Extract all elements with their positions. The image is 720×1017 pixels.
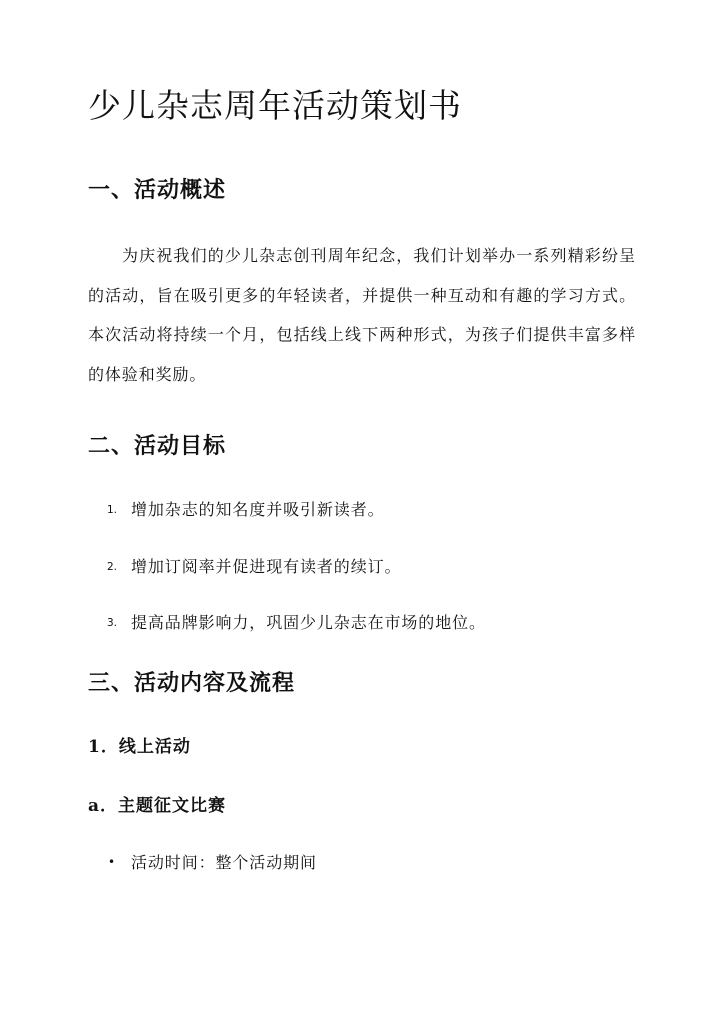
bullet-text: 活动时间：整个活动期间 bbox=[131, 853, 317, 872]
list-item-number: 1. bbox=[107, 504, 118, 516]
section-heading-overview: 一、活动概述 bbox=[88, 177, 227, 203]
overview-paragraph: 为庆祝我们的少儿杂志创刊周年纪念，我们计划举办一系列精彩纷呈的活动，旨在吸引更多的年轻读者，并提供一种互动和有趣的学习方式。本次活动将持续一个月，包括线上线下两种形式，为孩子们提供丰富多样的体验和奖励。 bbox=[88, 246, 636, 384]
section-heading-content: 三、活动内容及流程 bbox=[88, 670, 296, 696]
list-item-text: 增加订阅率并促进现有读者的续订。 bbox=[131, 557, 402, 576]
document-title: 少儿杂志周年活动策划书 bbox=[88, 86, 462, 125]
bullet-marker: • bbox=[108, 855, 116, 869]
list-item-text: 提高品牌影响力，巩固少儿杂志在市场的地位。 bbox=[131, 613, 486, 632]
list-item-number: 3. bbox=[107, 617, 118, 629]
contest-details-list bbox=[108, 850, 317, 875]
subsection-heading-online: 1．线上活动 bbox=[88, 737, 191, 757]
list-item-number: 2. bbox=[107, 561, 118, 573]
list-item bbox=[108, 850, 317, 875]
list-item bbox=[107, 498, 385, 522]
section-heading-goals: 二、活动目标 bbox=[88, 433, 227, 459]
subsection-heading-essay-contest: a．主题征文比赛 bbox=[88, 796, 227, 816]
list-item-text: 增加杂志的知名度并吸引新读者。 bbox=[131, 500, 385, 519]
list-item bbox=[107, 611, 486, 635]
list-item bbox=[107, 555, 401, 579]
